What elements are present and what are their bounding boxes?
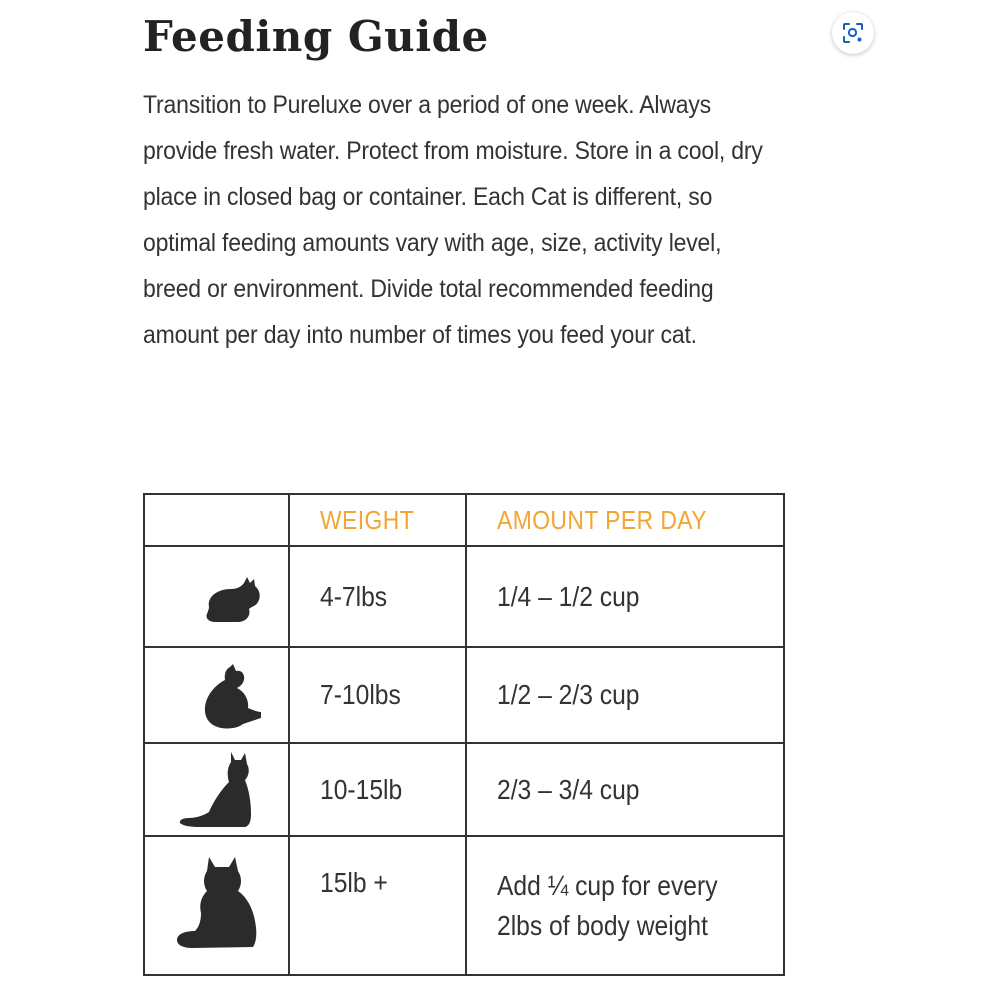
icon-cell (144, 647, 289, 743)
icon-cell (144, 743, 289, 836)
cat-large-sitting-icon (175, 855, 271, 949)
amount-line-1: Add ¼ cup for every (497, 869, 718, 901)
table-row (144, 546, 784, 647)
table-header-row (144, 494, 784, 546)
cat-lying-icon (203, 577, 263, 623)
amount-value: 1/2 – 2/3 cup (497, 679, 640, 710)
header-icon-cell (144, 494, 289, 546)
weight-value: 10-15lb (320, 773, 403, 805)
icon-cell (144, 836, 289, 975)
weight-value: 7-10lbs (320, 679, 401, 710)
weight-value: 15lb + (320, 867, 388, 898)
weight-cell (289, 836, 466, 975)
table-row (144, 647, 784, 743)
header-weight-label: WEIGHT (320, 504, 415, 535)
page-title: Feeding Guide (143, 12, 489, 61)
amount-line-2: 2lbs of body weight (497, 909, 708, 941)
table-row (144, 836, 784, 975)
weight-cell (289, 647, 466, 743)
weight-cell (289, 546, 466, 647)
header-weight (289, 494, 466, 546)
weight-cell (289, 743, 466, 836)
cat-curled-icon (203, 662, 263, 730)
amount-cell (466, 743, 784, 836)
amount-value: 2/3 – 3/4 cup (497, 773, 640, 805)
icon-cell (144, 546, 289, 647)
table-row (144, 743, 784, 836)
visual-search-button[interactable] (832, 12, 874, 54)
amount-cell (466, 647, 784, 743)
amount-value: 1/4 – 1/2 cup (497, 580, 640, 612)
intro-paragraph: Transition to Pureluxe over a period of one week. Always provide fresh water. Protect from moisture. Store in a cool, dry place in closed bag or container. Each Cat is different, so optimal feeding amounts vary with age, size, activity level, breed or environment. Divide total recommended feeding amount per day into number of times you feed your cat. (143, 91, 763, 349)
weight-value: 4-7lbs (320, 580, 388, 612)
amount-cell (466, 546, 784, 647)
header-amount-label: AMOUNT PER DAY (497, 504, 708, 535)
header-amount (466, 494, 784, 546)
amount-cell (466, 836, 784, 975)
visual-search-icon (842, 22, 864, 44)
cat-sitting-icon (179, 752, 259, 828)
feeding-table (143, 493, 785, 976)
